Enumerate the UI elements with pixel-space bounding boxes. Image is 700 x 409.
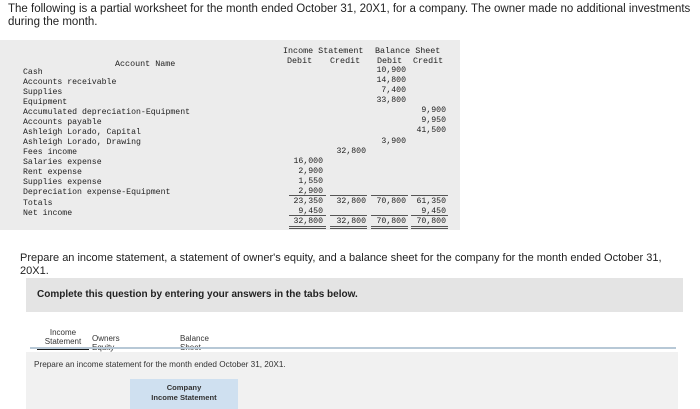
underline: [411, 215, 448, 216]
bs-credit-value: 9,900: [421, 106, 446, 115]
header-is-credit: Credit: [330, 56, 361, 66]
account-name: Accounts receivable: [23, 78, 117, 87]
final-bs-credit: 70,800: [416, 217, 446, 226]
account-name: Net income: [23, 209, 73, 218]
tab-owners-equity[interactable]: Owners: [92, 334, 120, 343]
tab-underline-bar: [30, 347, 676, 349]
tab-income-label-2: Statement: [44, 337, 82, 346]
underline: [411, 195, 448, 196]
account-name: Supplies expense: [23, 178, 102, 187]
underline: [371, 195, 408, 196]
header-income-statement: Income Statement: [283, 46, 364, 56]
final-bs-debit: 70,800: [376, 217, 406, 226]
account-name: Ashleigh Lorado, Drawing: [23, 138, 141, 147]
underline: [330, 195, 367, 196]
instruction-banner: [26, 278, 683, 312]
intro-text: The following is a partial worksheet for the month ended October 31, 20X1, for a company. The owner made no additional investments during the month.: [8, 3, 691, 28]
account-name: Depreciation expense-Equipment: [23, 188, 171, 197]
bs-credit-value: 9,950: [421, 116, 446, 125]
company-label: Company: [166, 383, 202, 392]
underline: [289, 195, 326, 196]
account-name: Supplies: [23, 88, 63, 97]
underline: [371, 215, 408, 216]
is-debit-value: 2,900: [298, 187, 323, 196]
total-is-debit: 23,350: [293, 197, 323, 206]
question-prompt: Prepare an income statement, a statement of owner's equity, and a balance sheet for the company for the month ended October 31, 20X1.: [20, 252, 662, 277]
total-bs-debit: 70,800: [376, 197, 406, 206]
account-name: Ashleigh Lorado, Capital: [23, 128, 141, 137]
double-underline: [330, 226, 367, 229]
account-list: [23, 68, 190, 219]
is-debit-value: 2,900: [298, 167, 323, 176]
tab-balance-sheet[interactable]: Balance: [180, 334, 209, 343]
final-is-debit: 32,800: [293, 217, 323, 226]
bs-debit-value: 33,800: [376, 96, 406, 105]
statement-heading: [130, 379, 238, 409]
account-name: Rent expense: [23, 168, 82, 177]
account-name: Salaries expense: [23, 158, 102, 167]
panel-instruction: Prepare an income statement for the month ended October 31, 20X1.: [34, 360, 286, 369]
header-is-debit: Debit: [287, 56, 313, 66]
bs-credit-value: 41,500: [416, 126, 446, 135]
double-underline: [289, 226, 326, 229]
answer-panel: [26, 352, 678, 409]
double-underline: [411, 226, 448, 229]
account-name: Accumulated depreciation-Equipment: [23, 108, 191, 117]
total-bs-credit: 61,350: [416, 197, 446, 206]
is-debit-value: 1,550: [298, 177, 323, 186]
tab-income-label-1: Income: [49, 328, 77, 337]
net-income-bs-credit: 9,450: [421, 207, 446, 216]
worksheet-image: [0, 40, 460, 230]
header-balance-sheet: Balance Sheet: [375, 46, 441, 56]
final-is-credit: 32,800: [336, 217, 366, 226]
underline: [330, 215, 367, 216]
account-name: Equipment: [23, 98, 68, 107]
account-name: Accounts payable: [23, 118, 102, 127]
net-income-is-debit: 9,450: [298, 207, 323, 216]
header-bs-credit: Credit: [413, 56, 444, 66]
account-name: Cash: [23, 68, 43, 77]
drawing-debit-value: 3,900: [381, 137, 406, 146]
double-underline: [371, 226, 408, 229]
is-debit-value: 16,000: [293, 157, 323, 166]
instruction-text: Complete this question by entering your answers in the tabs below.: [37, 289, 358, 300]
bs-debit-value: 14,800: [376, 76, 406, 85]
total-is-credit: 32,800: [336, 197, 366, 206]
bs-debit-value: 10,900: [376, 66, 406, 75]
account-name: Fees income: [23, 148, 78, 157]
statement-label: Income Statement: [151, 393, 217, 402]
fees-credit-value: 32,800: [336, 147, 366, 156]
underline: [289, 215, 326, 216]
header-account-name: Account Name: [115, 59, 176, 69]
header-bs-debit: Debit: [377, 56, 403, 66]
account-name: Totals: [23, 199, 53, 208]
bs-debit-value: 7,400: [381, 86, 406, 95]
